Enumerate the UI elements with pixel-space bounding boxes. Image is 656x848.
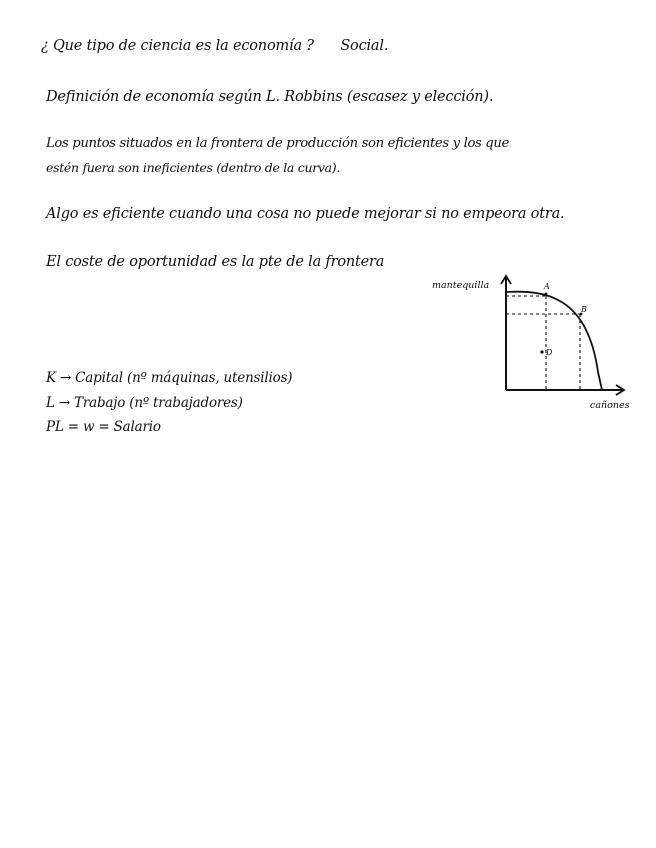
frontier-line-2: estén fuera son ineficientes (dentro de la curva). [46, 160, 341, 175]
production-frontier-diagram [430, 272, 640, 414]
opportunity-cost-line: El coste de oportunidad es la pte de la frontera [46, 254, 385, 270]
question-line [41, 36, 388, 56]
point-d-marker [540, 350, 543, 353]
frontier-line-1: Los puntos situados en la frontera de producción son eficientes y los que [46, 136, 509, 151]
point-a-marker [545, 293, 548, 296]
answer-text: Social. [340, 38, 389, 54]
capital-line: K → Capital (nº máquinas, utensilios) [46, 370, 293, 386]
point-a-label: A [544, 282, 550, 291]
definition-line: Definición de economía según L. Robbins (escasez y elección). [46, 89, 494, 105]
x-axis-label: cañones [590, 400, 630, 411]
salary-line: PL = w = Salario [46, 419, 161, 435]
point-d-label: D [546, 348, 553, 357]
question-text: ¿ Que tipo de ciencia es la economía ? [41, 38, 314, 54]
efficiency-line: Algo es eficiente cuando una cosa no puede mejorar si no empeora otra. [46, 206, 565, 222]
frontier-curve [506, 292, 602, 390]
point-b-label: B [581, 305, 587, 314]
labor-line: L → Trabajo (nº trabajadores) [46, 395, 243, 411]
y-axis-label: mantequilla [432, 280, 490, 291]
